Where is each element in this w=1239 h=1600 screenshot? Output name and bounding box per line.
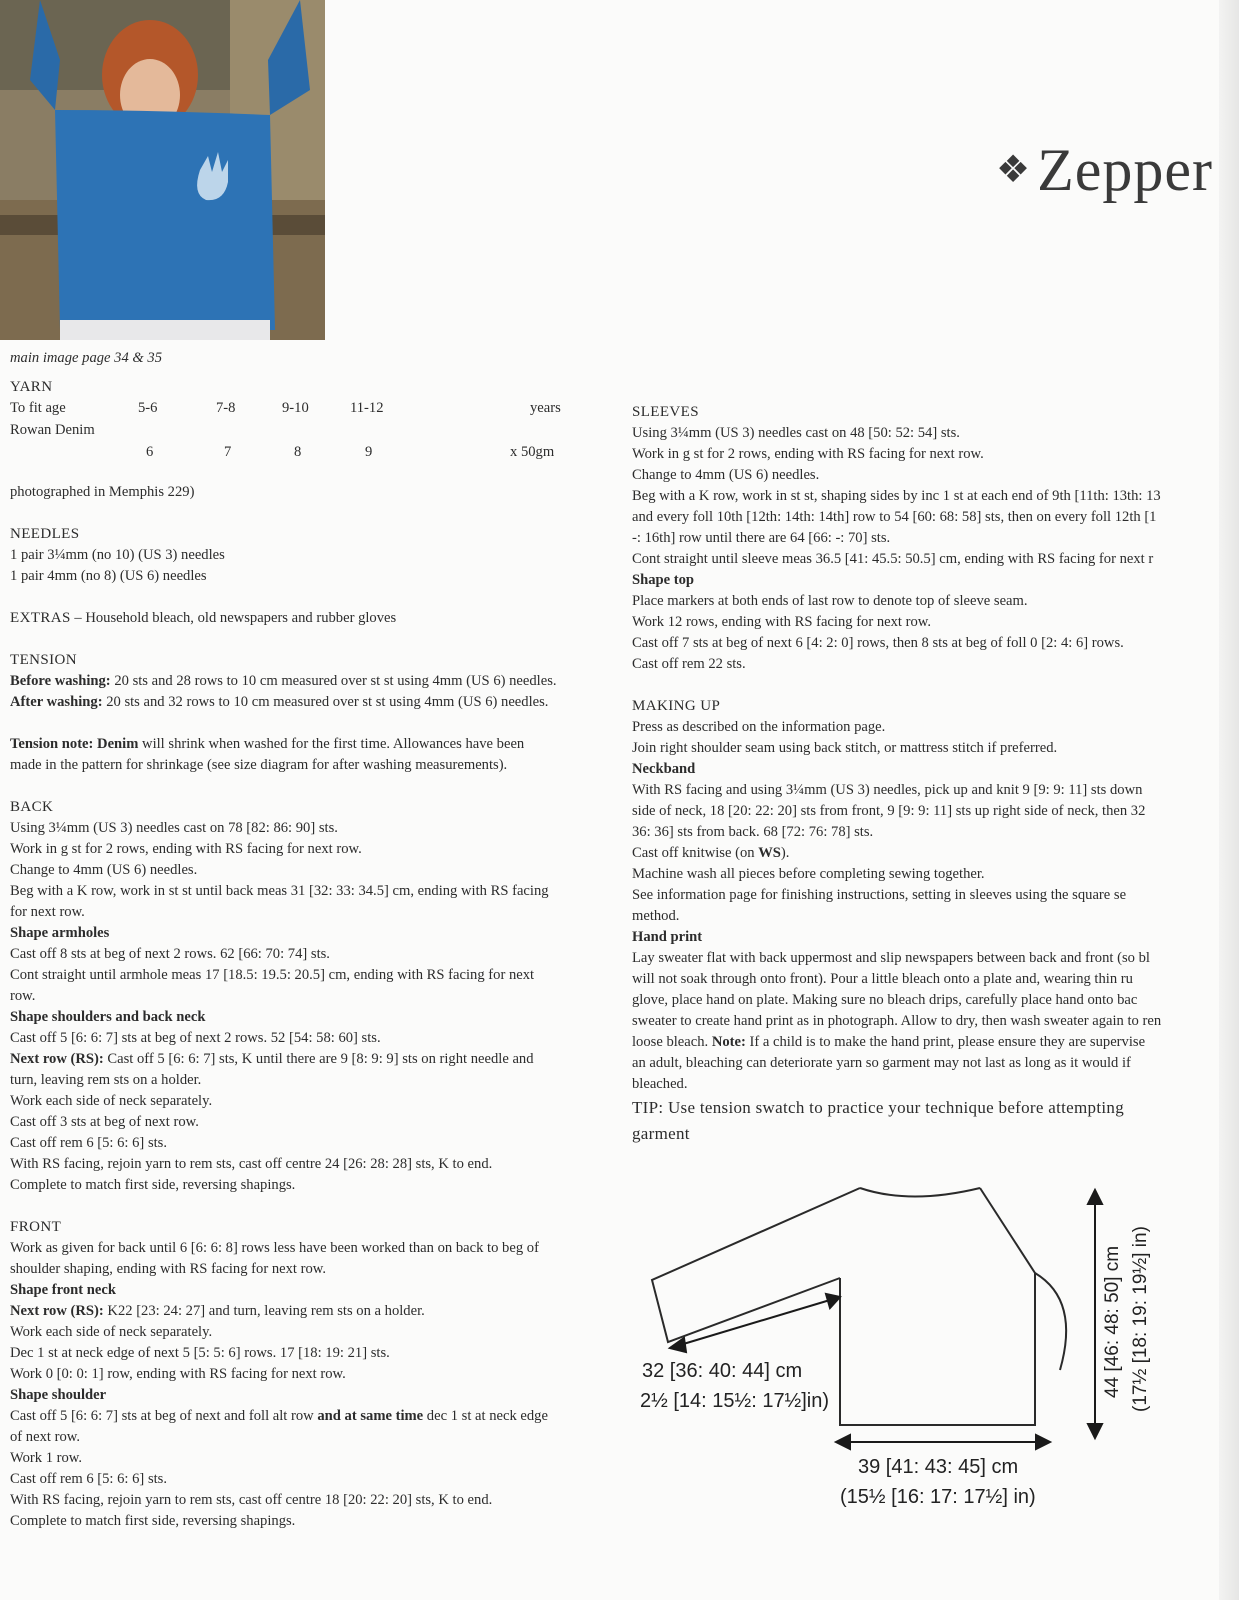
back-heading: BACK xyxy=(10,799,54,815)
instruction-line: Complete to match first side, reversing shapings. xyxy=(10,1177,296,1193)
note-pre: loose bleach. xyxy=(632,1034,712,1050)
instruction-line: Work in g st for 2 rows, ending with RS facing for next row. xyxy=(632,446,984,462)
instruction-line: Lay sweater flat with back uppermost and slip newspapers between back and front (so bl xyxy=(632,950,1150,966)
chest-width-in: (15½ [16: 17: 17½] in) xyxy=(840,1486,1036,1508)
back-next-row xyxy=(10,1049,622,1070)
page-title xyxy=(996,137,1213,203)
shoulder-instructions xyxy=(10,1028,622,1049)
instruction-line: Cast off rem 6 [5: 6: 6] sts. xyxy=(10,1471,168,1487)
qty-4: 9 xyxy=(365,444,373,460)
instruction-line: Beg with a K row, work in st st, shaping sides by inc 1 st at each end of 9th [11th: 13th: 13 xyxy=(632,488,1161,504)
qty-3: 8 xyxy=(294,444,302,460)
note-text: will shrink when washed for the first time. Allowances have been xyxy=(138,736,525,752)
left-column xyxy=(10,348,622,1532)
instruction-line: Beg with a K row, work in st st until back meas 31 [32: 33: 34.5] cm, ending with RS facing xyxy=(10,883,549,899)
tension-before xyxy=(10,671,622,692)
making-up-instructions xyxy=(632,717,1212,759)
shape-armholes-heading: Shape armholes xyxy=(10,925,110,941)
instruction-line: Complete to match first side, reversing shapings. xyxy=(10,1513,296,1529)
instruction-line: With RS facing and using 3¼mm (US 3) needles, pick up and knit 9 [9: 9: 11] sts down xyxy=(632,782,1143,798)
instruction-line: Work each side of neck separately. xyxy=(10,1093,213,1109)
note-label: Tension note: Denim xyxy=(10,736,139,752)
sleeve-instructions xyxy=(632,423,1212,570)
instruction-line: Cast off 8 sts at beg of next 2 rows. 62 [66: 70: 74] sts. xyxy=(10,946,330,962)
front-neck-instructions xyxy=(10,1322,622,1385)
castoff-tail: dec 1 st at neck edge xyxy=(423,1408,548,1424)
instruction-line: Work 12 rows, ending with RS facing for next row. xyxy=(632,614,932,630)
castoff-text: Cast off knitwise (on xyxy=(632,845,759,861)
instruction-line: Work 0 [0: 0: 1] row, ending with RS facing for next row. xyxy=(10,1366,346,1382)
photographed-note: photographed in Memphis 229) xyxy=(10,484,195,500)
age-label: To fit age xyxy=(10,400,66,416)
instruction-line: Cont straight until armhole meas 17 [18.5: 19.5: 20.5] cm, ending with RS facing for next xyxy=(10,967,535,983)
before-label: Before washing: xyxy=(10,673,111,689)
castoff-bold: and at same time xyxy=(317,1408,424,1424)
neckband-instructions xyxy=(632,780,1212,843)
needles-line: 1 pair 3¼mm (no 10) (US 3) needles xyxy=(10,547,225,563)
instruction-line: bleached. xyxy=(632,1076,688,1092)
instruction-line: an adult, bleaching can deteriorate yarn so garment may not last as long as it would if xyxy=(632,1055,1131,1071)
instruction-line: Change to 4mm (US 6) needles. xyxy=(632,467,820,483)
next-row-text: Cast off 5 [6: 6: 7] sts, K until there are 9 [8: 9: 9] sts on right needle and xyxy=(103,1051,534,1067)
shape-shoulders-heading: Shape shoulders and back neck xyxy=(10,1009,206,1025)
title-text: Zepper xyxy=(1037,137,1213,203)
instruction-line: Dec 1 st at neck edge of next 5 [5: 5: 6] rows. 17 [18: 19: 21] sts. xyxy=(10,1345,390,1361)
instruction-line: Change to 4mm (US 6) needles. xyxy=(10,862,198,878)
instruction-line: Cast off 5 [6: 6: 7] sts at beg of next 2 rows. 52 [54: 58: 60] sts. xyxy=(10,1030,381,1046)
neckband-heading: Neckband xyxy=(632,761,696,777)
front-next-row xyxy=(10,1301,622,1322)
shape-shoulder-heading: Shape shoulder xyxy=(10,1387,107,1403)
neckband-castoff xyxy=(632,843,1212,864)
tension-note-line: made in the pattern for shrinkage (see size diagram for after washing measurements). xyxy=(10,757,508,773)
castoff-tail: ). xyxy=(780,845,790,861)
hand-print-heading: Hand print xyxy=(632,929,703,945)
sleeves-heading: SLEEVES xyxy=(632,404,699,420)
instruction-line: Machine wash all pieces before completing sewing together. xyxy=(632,866,985,882)
tension-heading: TENSION xyxy=(10,652,77,668)
yarn-heading: YARN xyxy=(10,379,53,395)
sleeve-length-cm: 32 [36: 40: 44] cm xyxy=(642,1360,803,1382)
back-instructions xyxy=(10,818,622,923)
size-4: 11-12 xyxy=(350,400,384,416)
tension-note xyxy=(10,734,622,755)
instruction-line: See information page for finishing instructions, setting in sleeves using the square se xyxy=(632,887,1127,903)
instruction-line: Using 3¼mm (US 3) needles cast on 78 [82: 86: 90] sts. xyxy=(10,820,338,836)
instruction-line: and every foll 10th [12th: 14th: 14th] row to 54 [60: 68: 58] sts, then on every foll 12th [1 xyxy=(632,509,1157,525)
shape-front-neck-heading: Shape front neck xyxy=(10,1282,116,1298)
instruction-line: method. xyxy=(632,908,680,924)
instruction-line: Press as described on the information page. xyxy=(632,719,886,735)
instruction-line: Work 1 row. xyxy=(10,1450,83,1466)
armhole-instructions xyxy=(10,944,622,1007)
needles-heading: NEEDLES xyxy=(10,526,80,542)
extras-label: EXTRAS xyxy=(10,610,71,626)
instruction-line: Cast off rem 22 sts. xyxy=(632,656,746,672)
instruction-line: With RS facing, rejoin yarn to rem sts, cast off centre 18 [20: 22: 20] sts, K to end. xyxy=(10,1492,493,1508)
note-text: If a child is to make the hand print, please ensure they are supervise xyxy=(745,1034,1146,1050)
instruction-line: will not soak through onto front). Pour a little bleach onto a plate and, wearing thin ru xyxy=(632,971,1133,987)
right-column xyxy=(632,402,1212,1147)
size-2: 7-8 xyxy=(216,400,236,416)
castoff-bold: WS xyxy=(758,845,781,861)
tension-after xyxy=(10,692,622,713)
instruction-line: Cast off rem 6 [5: 6: 6] sts. xyxy=(10,1135,168,1151)
after-text: 20 sts and 32 rows to 10 cm measured over st st using 4mm (US 6) needles. xyxy=(102,694,549,710)
extras-text: – Household bleach, old newspapers and rubber gloves xyxy=(70,610,397,626)
yarn-table xyxy=(10,398,622,482)
instruction-line: Work as given for back until 6 [6: 6: 8] rows less have been worked than on back to beg of xyxy=(10,1240,539,1256)
front-instructions xyxy=(10,1238,622,1280)
front-castoff xyxy=(10,1406,622,1427)
instruction-line: With RS facing, rejoin yarn to rem sts, cast off centre 24 [26: 28: 28] sts, K to end. xyxy=(10,1156,493,1172)
hand-print-note xyxy=(632,1032,1212,1053)
yarn-brand: Rowan Denim xyxy=(10,422,95,438)
product-photo xyxy=(0,0,325,340)
sleeve-length-in: 2½ [14: 15½: 17½]in) xyxy=(640,1390,830,1412)
neck-instructions xyxy=(10,1070,622,1196)
instruction-line: Place markers at both ends of last row to denote top of sleeve seam. xyxy=(632,593,1028,609)
instruction-line: side of neck, 18 [20: 22: 20] sts from front, 9 [9: 9: 11] sts up right side of neck, then 32 xyxy=(632,803,1146,819)
instruction-line: 36: 36] sts from back. 68 [72: 76: 78] sts. xyxy=(632,824,874,840)
next-row-label: Next row (RS): xyxy=(10,1303,104,1319)
castoff-text: Cast off 5 [6: 6: 7] sts at beg of next and foll alt row xyxy=(10,1408,318,1424)
extras-line xyxy=(10,608,622,629)
page-edge xyxy=(1219,0,1239,1600)
instruction-line: of next row. xyxy=(10,1429,80,1445)
chest-width-cm: 39 [41: 43: 45] cm xyxy=(858,1456,1019,1478)
instruction-line: Using 3¼mm (US 3) needles cast on 48 [50: 52: 54] sts. xyxy=(632,425,960,441)
instruction-line: Work each side of neck separately. xyxy=(10,1324,213,1340)
next-row-label: Next row (RS): xyxy=(10,1051,104,1067)
note-bold: Note: xyxy=(711,1034,746,1050)
diamond-ornament-icon: ❖ xyxy=(996,149,1032,191)
shape-top-heading: Shape top xyxy=(632,572,695,588)
instruction-line: sweater to create hand print as in photograph. Allow to dry, then wash sweater again to ren xyxy=(632,1013,1162,1029)
quantity-unit: x 50gm xyxy=(510,444,555,460)
after-label: After washing: xyxy=(10,694,103,710)
tip-line: TIP: Use tension swatch to practice your technique before attempting xyxy=(632,1098,1124,1117)
size-3: 9-10 xyxy=(282,400,309,416)
image-caption: main image page 34 & 35 xyxy=(10,350,163,366)
size-diagram xyxy=(640,1160,1200,1550)
instruction-line: Work in g st for 2 rows, ending with RS facing for next row. xyxy=(10,841,362,857)
instruction-line: turn, leaving rem sts on a holder. xyxy=(10,1072,202,1088)
needles-line: 1 pair 4mm (no 8) (US 6) needles xyxy=(10,568,207,584)
finishing-instructions xyxy=(632,864,1212,927)
instruction-line: shoulder shaping, ending with RS facing for next row. xyxy=(10,1261,327,1277)
making-up-heading: MAKING UP xyxy=(632,698,721,714)
body-length-cm: 44 [46: 48: 50] cm xyxy=(1102,1245,1123,1398)
instruction-line: Cont straight until sleeve meas 36.5 [41: 45.5: 50.5] cm, ending with RS facing for next r xyxy=(632,551,1154,567)
sizes-unit: years xyxy=(530,400,561,416)
tip-line: garment xyxy=(632,1124,690,1143)
sleeve-top-instructions xyxy=(632,591,1212,675)
body-length-in: (17½ [18: 19: 19½] in) xyxy=(1130,1226,1151,1412)
qty-2: 7 xyxy=(224,444,232,460)
instruction-line: Join right shoulder seam using back stitch, or mattress stitch if preferred. xyxy=(632,740,1058,756)
before-text: 20 sts and 28 rows to 10 cm measured over st st using 4mm (US 6) needles. xyxy=(110,673,557,689)
qty-1: 6 xyxy=(146,444,154,460)
hand-print-instructions xyxy=(632,948,1212,1032)
instruction-line: Cast off 3 sts at beg of next row. xyxy=(10,1114,199,1130)
instruction-line: row. xyxy=(10,988,36,1004)
front-heading: FRONT xyxy=(10,1219,62,1235)
instruction-line: glove, place hand on plate. Making sure no bleach drips, carefully place hand onto bac xyxy=(632,992,1138,1008)
front-shoulder-instructions xyxy=(10,1427,622,1532)
instruction-line: for next row. xyxy=(10,904,85,920)
next-row-text: K22 [23: 24: 27] and turn, leaving rem sts on a holder. xyxy=(103,1303,425,1319)
size-1: 5-6 xyxy=(138,400,158,416)
instruction-line: -: 16th] row until there are 64 [66: -: 70] sts. xyxy=(632,530,891,546)
instruction-line: Cast off 7 sts at beg of next 6 [4: 2: 0] rows, then 8 sts at beg of foll 0 [2: 4: 6] rows. xyxy=(632,635,1124,651)
hand-print-instructions-end xyxy=(632,1053,1212,1095)
